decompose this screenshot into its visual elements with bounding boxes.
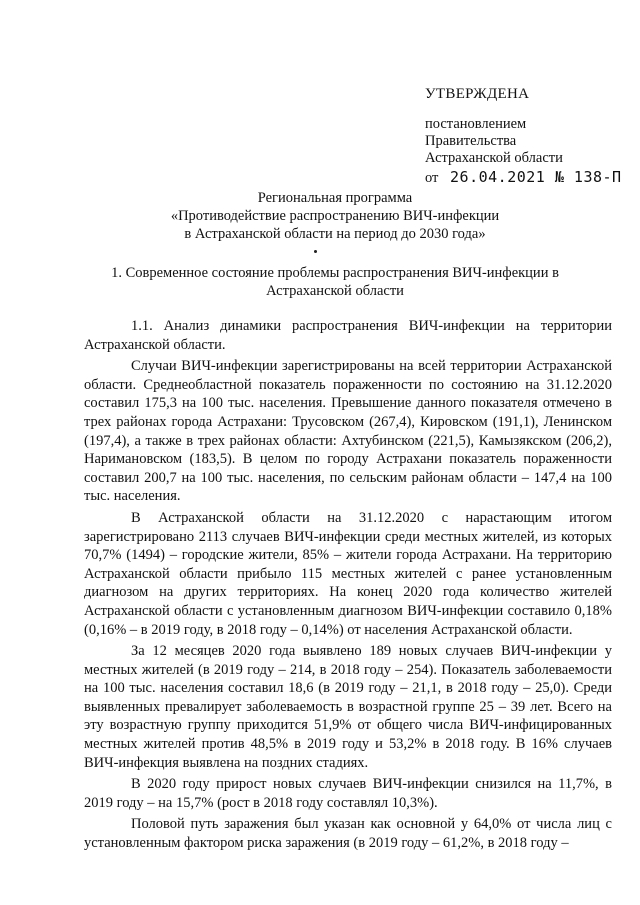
- section-heading-line-1: 1. Современное состояние проблемы распространения ВИЧ-инфекции в: [111, 265, 559, 281]
- section-heading: [86, 264, 584, 300]
- approval-heading: УТВЕРЖДЕНА: [425, 86, 530, 102]
- approval-block: [425, 86, 625, 187]
- paragraph-1: 1.1. Анализ динамики распространения ВИЧ-инфекции на территории Астраханской области.: [84, 318, 612, 353]
- program-title-line-3: в Астраханской области на период до 2030 года»: [184, 226, 486, 242]
- paragraph-2: Случаи ВИЧ-инфекции зарегистрированы на всей территории Астраханской области. Среднеобластной показатель пораженности по состоянию на 31.12.2020 составил 175,3 на 100 тыс. населения. Превышение данного показателя отмечено в трех районах города Астрахани: Трусовском (267,4), Кировском (191,1), Ленинском (197,4), а также в трех районах области: Ахтубинском (221,5), Камызякском (206,2), Наримановском (183,5). В целом по городу Астрахани показатель пораженности составил 200,7 на 100 тыс. населения, по сельским районам области – 147,4 на 100 тыс. населения.: [84, 358, 612, 505]
- program-title-line-2: «Противодействие распространению ВИЧ-инфекции: [170, 208, 500, 224]
- approval-line-region: Астраханской области: [425, 150, 563, 166]
- program-title: [86, 189, 584, 243]
- paragraph-5: В 2020 году прирост новых случаев ВИЧ-инфекции снизился на 11,7%, в 2019 году – на 15,7% (рост в 2018 году составлял 10,3%).: [84, 776, 612, 811]
- document-body: [84, 317, 612, 856]
- approval-line-resolution: постановлением: [425, 116, 527, 132]
- section-heading-line-2: Астраханской области: [266, 283, 404, 299]
- paragraph-6: Половой путь заражения был указан как основной у 64,0% от числа лиц с установленным фактором риска заражения (в 2019 году – 61,2%, в 2018 году –: [84, 816, 612, 852]
- approval-date-prefix: от: [425, 170, 439, 186]
- paragraph-3: В Астраханской области на 31.12.2020 с нарастающим итогом зарегистрировано 2113 случаев ВИЧ-инфекции среди местных жителей, из которых 70,7% (1494) – городские жители, 85% – жители города Астрахани. На территорию Астраханской области прибыло 115 местных жителей с ранее установленным диагнозом на других территориях. На конец 2020 года количество жителей Астраханской области с установленным диагнозом ВИЧ-инфекции составило 0,18% (0,16% – в 2019 году, в 2018 году – 0,14%) от населения Астраханской области.: [84, 509, 612, 638]
- stray-dot: [314, 250, 317, 253]
- paragraph-4: За 12 месяцев 2020 года выявлено 189 новых случаев ВИЧ-инфекции у местных жителей (в 2019 году – 214, в 2018 году – 254). Показатель заболеваемости на 100 тыс. населения составил 18,6 (в 2019 году – 21,1, в 2018 году – 25,0). Среди выявленных превалирует заболеваемость в возрастной группе 25 – 39 лет. Всего на эту возрастную группу приходится 51,9% от общего числа ВИЧ-инфицированных местных жителей против 48,5% в 2019 году и 53,2% в 2018 году. В 16% случаев ВИЧ-инфекция выявлена на поздних стадиях.: [84, 643, 612, 771]
- program-title-line-1: Региональная программа: [257, 190, 413, 206]
- approval-date-number: 26.04.2021 № 138-П: [450, 168, 622, 186]
- approval-line-government: Правительства: [425, 133, 517, 149]
- approval-signature-line: [425, 169, 625, 187]
